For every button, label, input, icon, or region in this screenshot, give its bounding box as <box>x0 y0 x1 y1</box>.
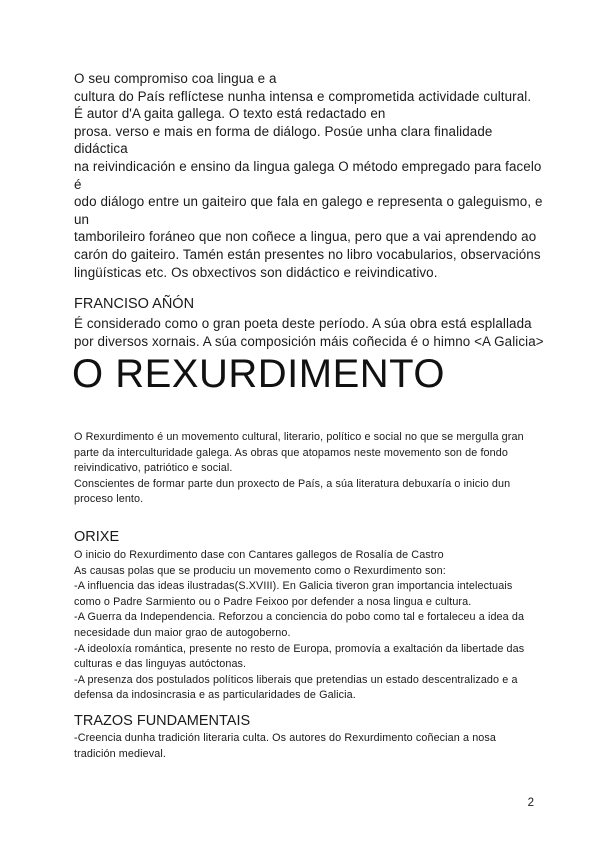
text-line: As causas polas que se produciu un movemento como o Rexurdimento son: <box>74 564 446 577</box>
section-heading-trazos: TRAZOS FUNDAMENTAIS <box>74 713 251 729</box>
section-heading-anon: FRANCISO AÑÓN <box>74 296 195 312</box>
text-line: necesidade dun maior grao de autogoberno. <box>74 626 291 639</box>
text-line: parte da interculturidade galega. As obras que atopamos neste movemento son de fondo <box>74 446 508 459</box>
text-line: culturas e das linguyas autóctonas. <box>74 658 247 671</box>
text-line: Conscientes de formar parte dun proxecto de País, a súa literatura debuxaría o inicio dun <box>74 477 511 490</box>
text-line: O seu compromiso coa lingua e a <box>74 71 277 86</box>
text-line: O inicio do Rexurdimento dase con Cantares gallegos de Rosalía de Castro <box>74 549 444 561</box>
text-line: carón do gaiteiro. Tamén están presentes no libro vocabularios, observacións <box>74 246 541 262</box>
text-line: defensa da indosincrasia e as particularidades de Galicia. <box>74 689 356 702</box>
text-line: prosa. verso e mais en forma de diálogo. Posúe unha clara finalidade <box>74 123 493 139</box>
text-line: reivindicativo, patriótico e social. <box>74 462 233 475</box>
orixe-paragraph <box>74 548 544 704</box>
text-line: didáctica <box>74 141 128 157</box>
text-line: O Rexurdimento é un movemento cultural, literario, político e social no que se mergulla gran <box>74 431 524 443</box>
text-line: -A presenza dos postulados políticos liberais que pretendias un estado descentralizado e a <box>74 673 518 686</box>
intro-paragraph <box>74 70 544 281</box>
anon-paragraph <box>74 315 544 350</box>
trazos-paragraph <box>74 731 544 762</box>
text-line: proceso lento. <box>74 493 144 506</box>
section-heading-orixe: ORIXE <box>74 529 120 545</box>
text-line: É considerado como o gran poeta deste período. A súa obra está esplallada <box>74 316 532 331</box>
text-line: -A ideoloxía romántica, presente no resto de Europa, promovía a exaltación da libertade das <box>74 642 525 655</box>
text-line: -A influencia das ideas ilustradas(S.XVIII). En Galicia tiveron gran importancia intelectuais <box>74 580 513 593</box>
text-line: na reivindicación e ensino da lingua galega O método empregado para facelo <box>74 158 542 174</box>
text-line: é <box>74 176 82 192</box>
text-line: É autor d'A gaita gallega. O texto está redactado en <box>74 106 386 122</box>
text-line: tradición medieval. <box>74 747 166 760</box>
text-line: lingüísticas etc. Os obxectivos son didáctico e reivindicativo. <box>74 264 438 280</box>
text-line: por diversos xornais. A súa composición máis coñecida é o himno <A Galicia> <box>74 333 544 349</box>
text-line: -Creencia dunha tradición literaria culta. Os autores do Rexurdimento coñecian a nosa <box>74 732 497 744</box>
text-line: como o Padre Sarmiento ou o Padre Feixoo por defender a nosa lingua e cultura. <box>74 595 472 608</box>
page-title: O REXURDIMENTO <box>72 352 445 396</box>
text-line: tamborileiro foráneo que non coñece a lingua, pero que a vai aprendendo ao <box>74 229 537 245</box>
rexurdimento-paragraph <box>74 430 544 508</box>
text-line: cultura do País reflíctese nunha intensa e comprometida actividade cultural. <box>74 88 532 104</box>
page-number: 2 <box>527 797 534 809</box>
text-line: un <box>74 211 90 227</box>
text-line: odo diálogo entre un gaiteiro que fala en galego e representa o galeguismo, e <box>74 194 543 210</box>
text-line: -A Guerra da Independencia. Reforzou a conciencia do pobo como tal e fortaleceu a idea da <box>74 611 525 624</box>
